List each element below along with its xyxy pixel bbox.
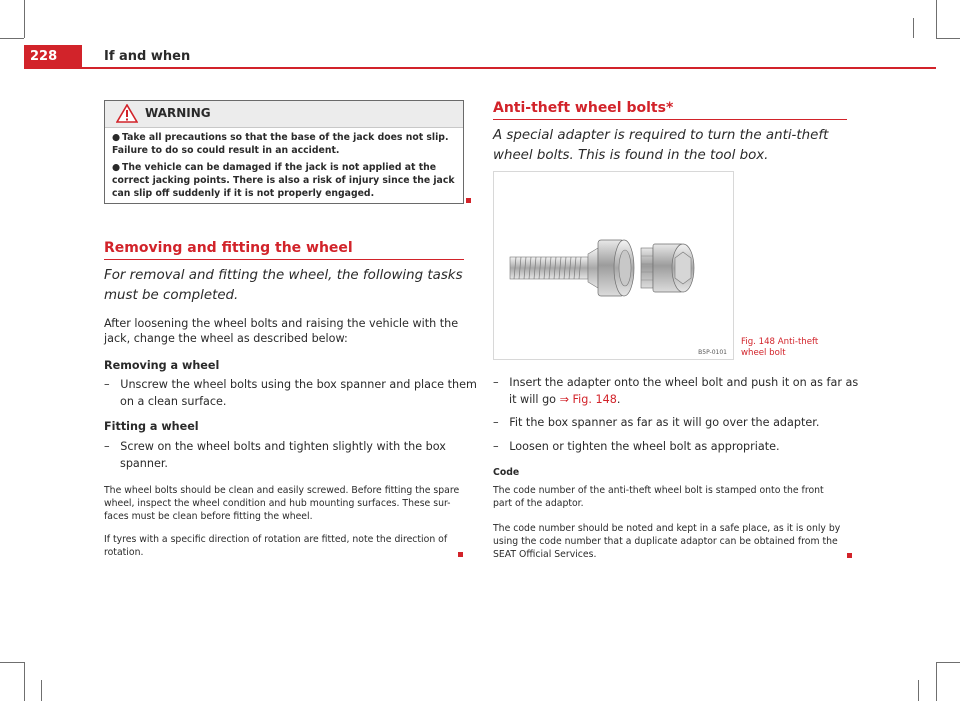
- section-rule: [493, 119, 847, 120]
- warning-item: ● The vehicle can be damaged if the jack is not applied at the correct jacking points. There is also a risk of injury since the jack can slip off suddenly if it is not properly engaged.: [112, 162, 455, 199]
- paragraph: The code number should be noted and kept in a safe place, as it is only by using the code number that a duplicate adaptor can be obtained from the SEAT Official Services.: [493, 523, 841, 560]
- figure-caption: Fig. 148 Anti-theft wheel bolt: [741, 337, 819, 358]
- paragraph: After loosening the wheel bolts and raising the vehicle with the jack, change the wheel as described below:: [104, 317, 459, 345]
- warning-box: [104, 100, 464, 204]
- crop-mark: [936, 662, 960, 663]
- warning-triangle-icon: [116, 104, 138, 127]
- crop-mark: [24, 662, 25, 701]
- step-item: – Insert the adapter onto the wheel bolt and push it on as far as it will go ⇒ Fig. 148.: [493, 376, 859, 406]
- crop-mark: [41, 680, 42, 701]
- section-rule: [104, 259, 464, 260]
- header-rule: [82, 67, 936, 69]
- section-heading: Removing and fitting the wheel: [104, 240, 353, 256]
- crop-mark: [936, 38, 960, 39]
- end-of-section-icon: [847, 553, 852, 558]
- note-paragraph: The wheel bolts should be clean and easily screwed. Before fitting the spare wheel, inspect the wheel condition and hub mounting surfaces. These sur-faces must be clean before fitting the wheel.: [104, 485, 460, 522]
- warning-item: ● Take all precautions so that the base of the jack does not slip. Failure to do so could result in an accident.: [112, 132, 449, 156]
- crop-mark: [24, 0, 25, 38]
- warning-body: [112, 131, 458, 204]
- warning-label: WARNING: [145, 106, 211, 120]
- step-item: – Screw on the wheel bolts and tighten slightly with the box spanner.: [104, 440, 446, 470]
- section-heading: Anti-theft wheel bolts*: [493, 100, 674, 116]
- paragraph: The code number of the anti-theft wheel bolt is stamped onto the front part of the adaptor.: [493, 485, 824, 509]
- figure-anti-theft-bolt: [493, 171, 734, 360]
- wheel-bolt-illustration: [494, 172, 733, 359]
- crop-mark: [936, 662, 937, 701]
- crop-mark: [918, 680, 919, 701]
- end-of-section-icon: [466, 198, 471, 203]
- note-paragraph: If tyres with a specific direction of rotation are fitted, note the direction of rotation.: [104, 534, 448, 558]
- figure-link[interactable]: ⇒ Fig. 148: [559, 393, 617, 406]
- step-item: – Loosen or tighten the wheel bolt as appropriate.: [493, 440, 780, 453]
- figure-code: B5P-0101: [698, 349, 727, 356]
- subheading: Fitting a wheel: [104, 420, 199, 433]
- crop-mark: [913, 18, 914, 38]
- end-of-section-icon: [458, 552, 463, 557]
- section-intro: A special adapter is required to turn the anti-theft wheel bolts. This is found in the tool box.: [493, 128, 829, 163]
- page-number: 228: [24, 45, 82, 69]
- subheading: Code: [493, 467, 520, 478]
- warning-header: [105, 101, 463, 128]
- crop-mark: [936, 0, 937, 38]
- step-item: – Unscrew the wheel bolts using the box spanner and place them on a clean surface.: [104, 378, 477, 408]
- step-item: – Fit the box spanner as far as it will go over the adapter.: [493, 416, 820, 429]
- crop-mark: [0, 662, 24, 663]
- subheading: Removing a wheel: [104, 359, 220, 372]
- crop-mark: [0, 38, 24, 39]
- running-header-title: If and when: [104, 49, 191, 64]
- section-intro: For removal and fitting the wheel, the following tasks must be completed.: [104, 268, 463, 303]
